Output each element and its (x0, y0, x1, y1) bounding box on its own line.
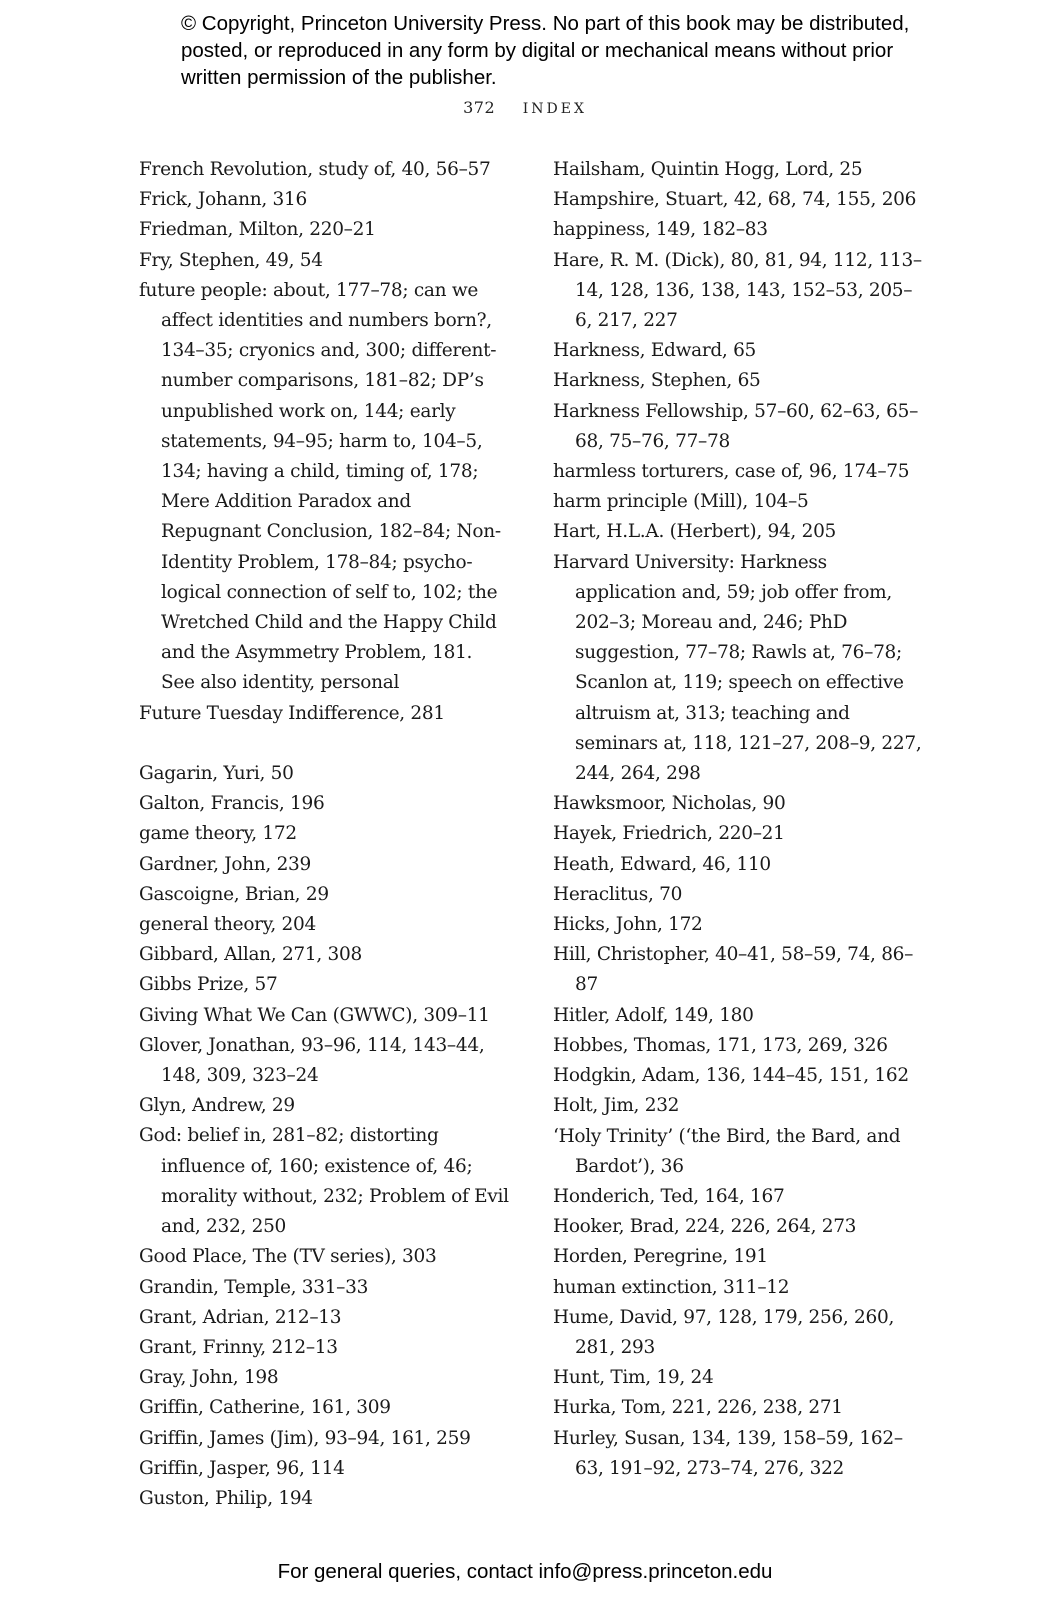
index-entry: Griffin, James (Jim), 93–94, 161, 259 (139, 1427, 471, 1449)
index-entry: Hart, H.L.A. (Herbert), 94, 205 (553, 521, 837, 543)
index-entry: Hodgkin, Adam, 136, 144–45, 151, 162 (553, 1065, 909, 1087)
index-entry: Guston, Philip, 194 (139, 1487, 313, 1509)
footer-contact: For general queries, contact info@press.princeton.edu (277, 1560, 773, 1583)
index-entry: Galton, Francis, 196 (139, 793, 325, 815)
index-entry: general theory, 204 (139, 914, 316, 936)
index-entry: Glover, Jonathan, 93–96, 114, 143–44, 148, 309, 323–24 (139, 1034, 485, 1087)
index-entry: Hawksmoor, Nicholas, 90 (553, 793, 786, 815)
section-title: INDEX (522, 101, 587, 117)
index-entry: Griffin, Jasper, 96, 114 (139, 1457, 345, 1479)
index-entry: Grant, Adrian, 212–13 (139, 1306, 342, 1328)
index-entry: Hayek, Friedrich, 220–21 (553, 823, 785, 845)
index-column-left (139, 155, 511, 1514)
index-entry: Hobbes, Thomas, 171, 173, 269, 326 (553, 1034, 888, 1056)
index-entry: French Revolution, study of, 40, 56–57 (139, 159, 491, 180)
letter-gap (139, 729, 511, 759)
index-entry: Hicks, John, 172 (553, 914, 703, 936)
index-entry: Horden, Peregrine, 191 (553, 1246, 768, 1268)
index-entry: Holt, Jim, 232 (553, 1095, 680, 1117)
index-entry: Hailsham, Quintin Hogg, Lord, 25 (553, 159, 863, 180)
index-entry: Harkness, Edward, 65 (553, 340, 757, 362)
index-entry: Hunt, Tim, 19, 24 (553, 1367, 714, 1389)
index-column-right (553, 155, 925, 1484)
index-entry: Hume, David, 97, 128, 179, 256, 260, 281, 293 (553, 1306, 895, 1358)
index-entry: Griffin, Catherine, 161, 309 (139, 1397, 391, 1419)
running-head (0, 98, 1050, 117)
page-number: 372 (463, 98, 496, 117)
index-entry: human extinction, 311–12 (553, 1276, 790, 1298)
index-entry: Future Tuesday Indifference, 281 (139, 702, 445, 724)
index-entry: ‘Holy Trinity’ (‘the Bird, the Bard, and Bardot’), 36 (553, 1125, 901, 1177)
index-entry: God: belief in, 281–82; distorting influence of, 160; existence of, 46; morality without, 232; Problem of Evil and, 232, 250 (139, 1125, 509, 1238)
index-entry: Hitler, Adolf, 149, 180 (553, 1004, 754, 1026)
index-entry: Fry, Stephen, 49, 54 (139, 249, 323, 271)
index-entry: harmless torturers, case of, 96, 174–75 (553, 461, 910, 483)
index-entry: Grant, Frinny, 212–13 (139, 1336, 338, 1358)
index-entry: Hare, R. M. (Dick), 80, 81, 94, 112, 113–14, 128, 136, 138, 143, 152–53, 205–6, 217, 227 (553, 249, 922, 332)
index-entry: Harvard University: Harkness application and, 59; job offer from, 202–3; Moreau and, 246; PhD suggestion, 77–78; Rawls at, 76–78; Scanlon at, 119; speech on effective altruism at, 313; teaching and seminars at, 118, 121–27, 208–9, 227, 244, 264, 298 (553, 551, 922, 785)
index-entry: Gascoigne, Brian, 29 (139, 883, 329, 905)
index-entry: Heraclitus, 70 (553, 883, 683, 905)
index-entry: Gibbs Prize, 57 (139, 974, 278, 996)
index-entry: Frick, Johann, 316 (139, 189, 307, 211)
copyright-notice: © Copyright, Princeton University Press. No part of this book may be distributed, posted, or reproduced in any form by digital or mechanical means without prior written permission of the publisher. (181, 12, 910, 89)
index-entry: Harkness, Stephen, 65 (553, 370, 761, 392)
index-entry: Good Place, The (TV series), 303 (139, 1246, 437, 1268)
index-entry: Harkness Fellowship, 57–60, 62–63, 65–68, 75–76, 77–78 (553, 400, 919, 452)
index-entry: game theory, 172 (139, 823, 297, 845)
index-entry: Gardner, John, 239 (139, 853, 311, 875)
index-entry: Hampshire, Stuart, 42, 68, 74, 155, 206 (553, 189, 917, 211)
index-entry: happiness, 149, 182–83 (553, 219, 768, 241)
index-entry: Hooker, Brad, 224, 226, 264, 273 (553, 1216, 857, 1238)
index-entry: Grandin, Temple, 331–33 (139, 1276, 369, 1298)
index-entry: Friedman, Milton, 220–21 (139, 219, 376, 241)
index-entry: future people: about, 177–78; can we affect identities and numbers born?, 134–35; cryonics and, 300; different-number comparisons, 181–82; DP’s unpublished work on, 144; early statements, 94–95; harm to, 104–5, 134; having a child, timing of, 178; Mere Addition Paradox and Repugnant Conclusion, 182–84; Non-Identity Problem, 178–84; psychological connection of self to, 102; the Wretched Child and the Happy Child and the Asymmetry Problem, 181. See also identity, personal (139, 279, 501, 694)
index-entry: Honderich, Ted, 164, 167 (553, 1185, 785, 1207)
index-entry: Giving What We Can (GWWC), 309–11 (139, 1004, 490, 1026)
index-entry: Hurley, Susan, 134, 139, 158–59, 162–63, 191–92, 273–74, 276, 322 (553, 1427, 903, 1479)
index-entry: Gibbard, Allan, 271, 308 (139, 944, 362, 966)
index-entry: Gray, John, 198 (139, 1367, 279, 1389)
index-entry: Gagarin, Yuri, 50 (139, 763, 294, 785)
index-entry: Heath, Edward, 46, 110 (553, 853, 771, 875)
index-entry: Glyn, Andrew, 29 (139, 1095, 295, 1117)
index-entry: Hill, Christopher, 40–41, 58–59, 74, 86–87 (553, 944, 914, 996)
index-entry: harm principle (Mill), 104–5 (553, 491, 809, 513)
index-entry: Hurka, Tom, 221, 226, 238, 271 (553, 1397, 843, 1419)
